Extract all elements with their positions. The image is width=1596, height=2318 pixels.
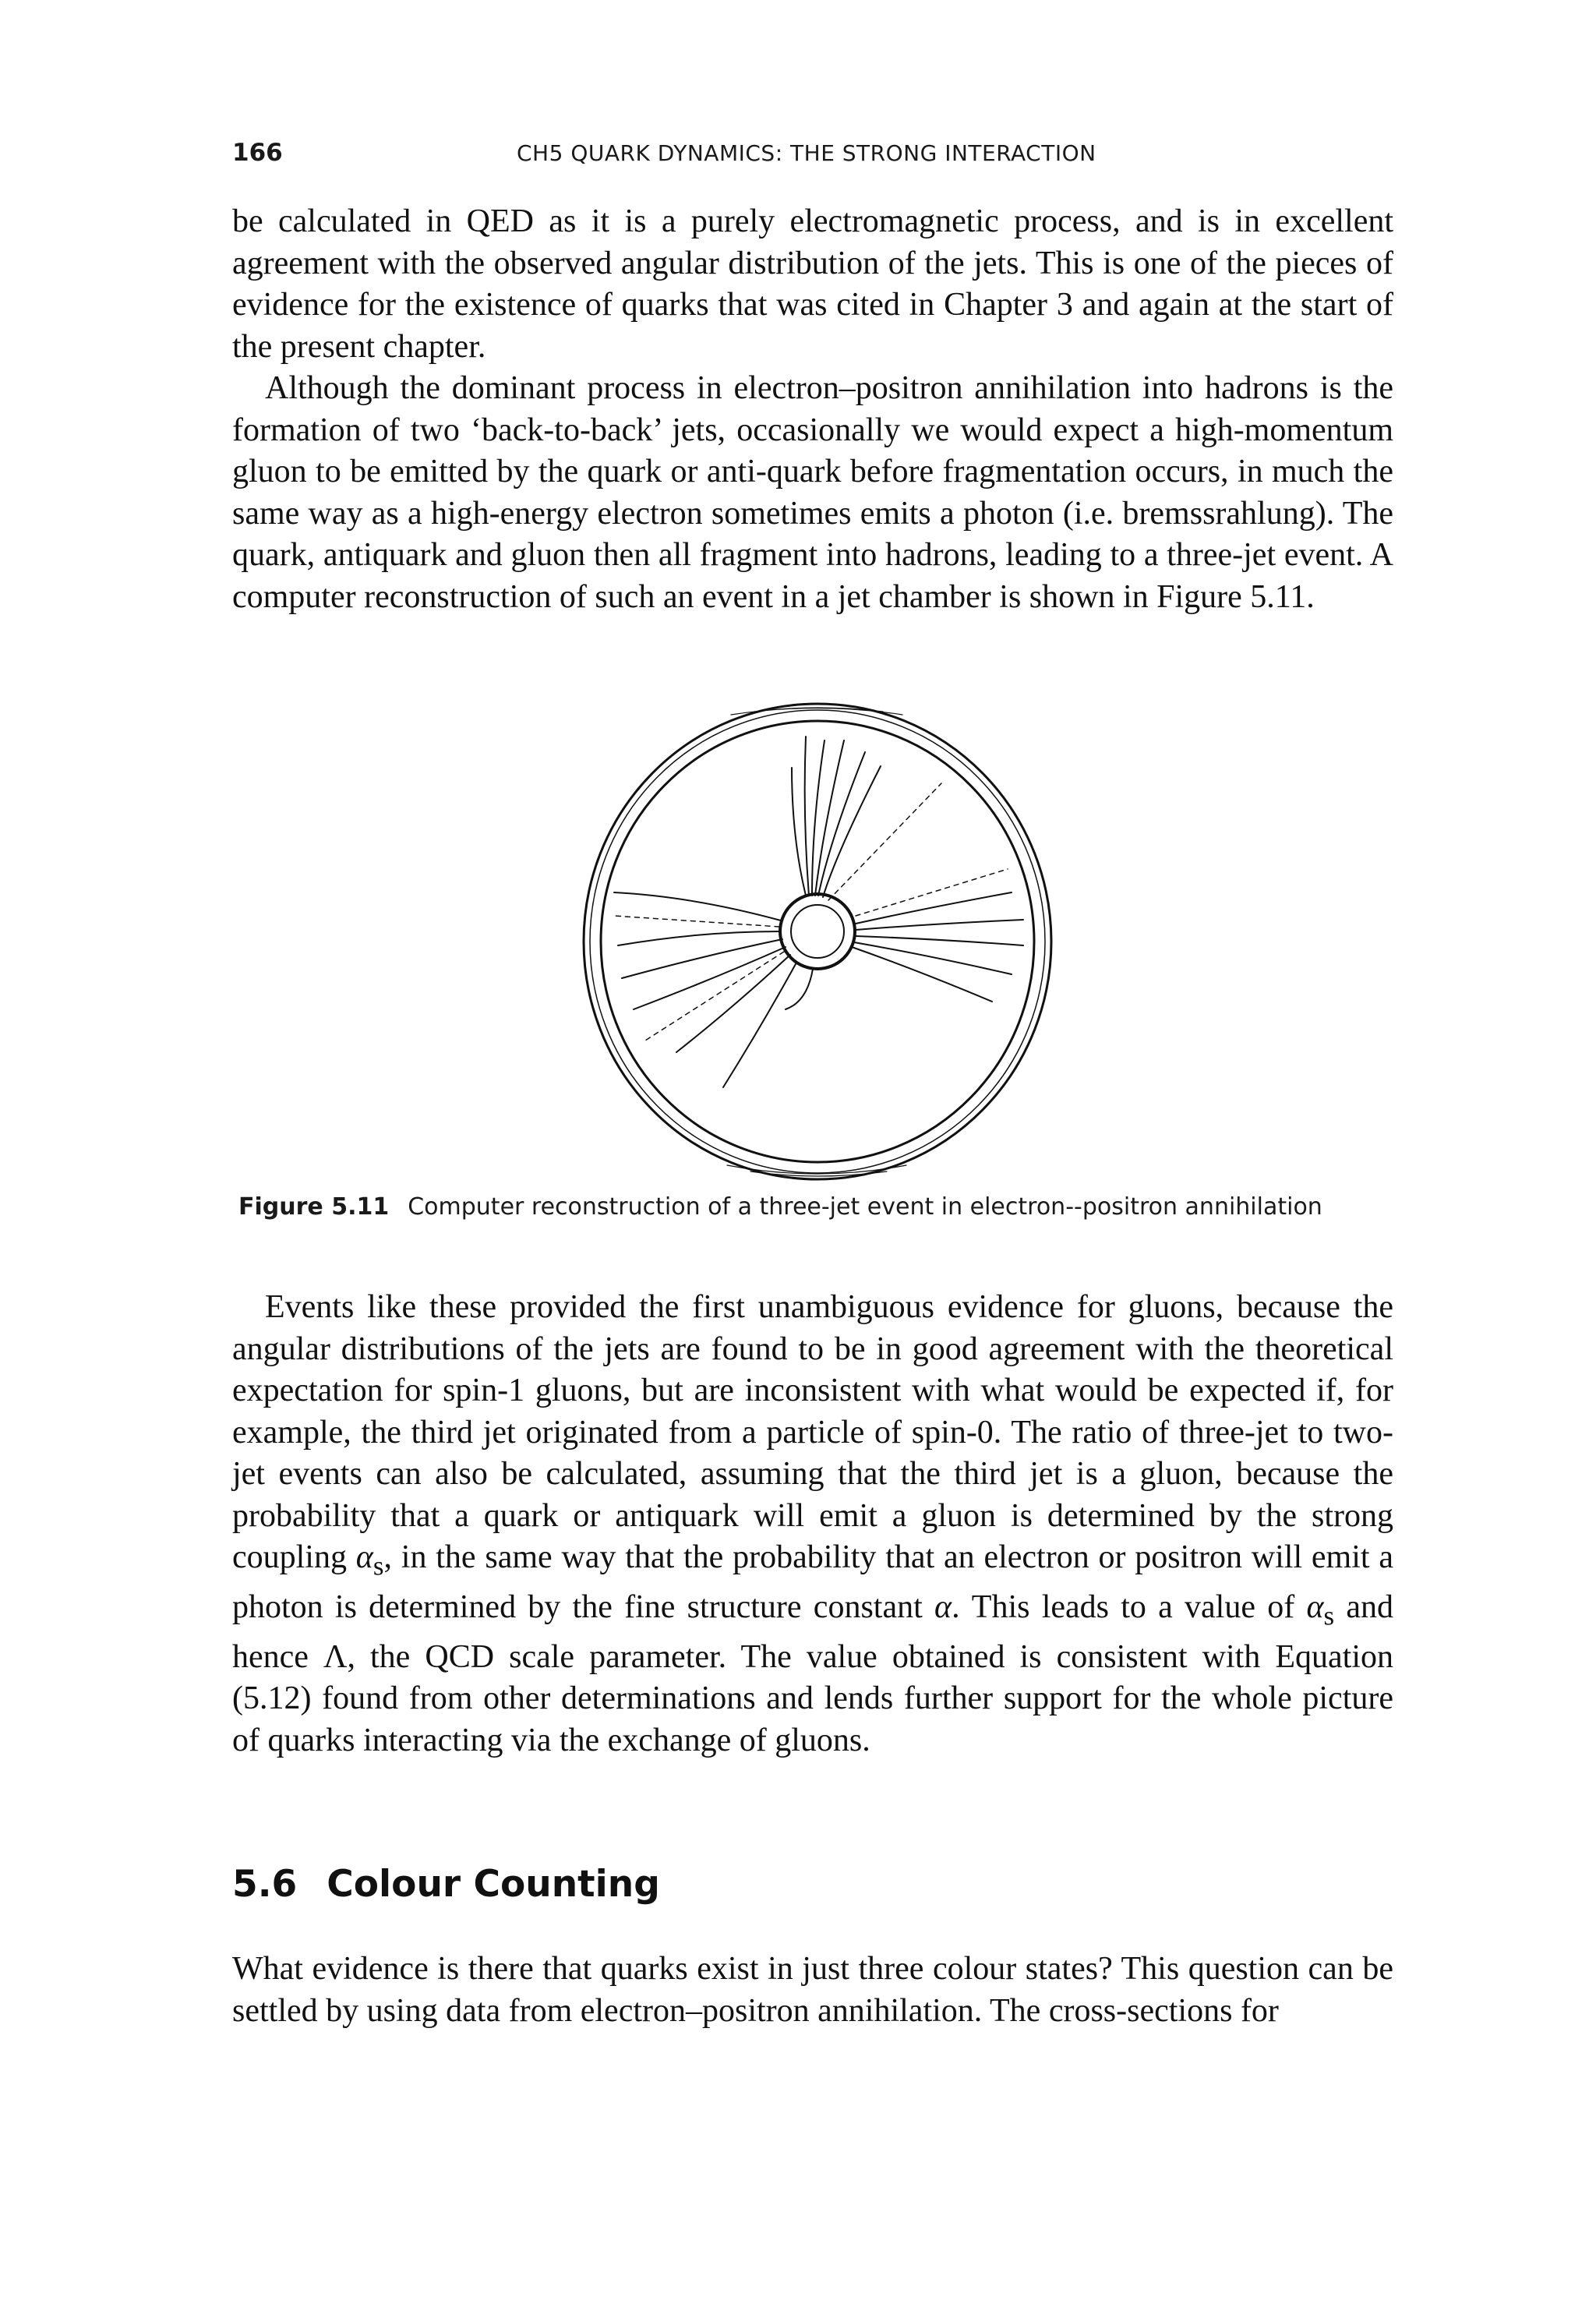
alpha-s-subscript: s [373,1550,384,1581]
alpha-s-symbol: α [355,1539,373,1575]
alpha-s-subscript: s [1323,1600,1335,1631]
ring-hatching-top [731,708,902,715]
jet3-track [618,931,781,945]
alpha-symbol: α [934,1588,952,1625]
jet3-dashed-track [614,916,779,927]
jet2-track [854,942,1012,974]
jet-3-tracks [614,892,796,1087]
section-heading [232,1863,660,1906]
alpha-s-symbol: α [1306,1588,1324,1625]
jet1-track [805,737,809,896]
jet2-track [856,936,1023,945]
text-block-top [232,201,1393,618]
figure-caption-text: Computer reconstruction of a three-jet event in electron--positron annihilation [408,1193,1322,1221]
figure-label: Figure 5.11 [238,1193,390,1221]
jet-1-tracks [792,737,881,897]
jet2-track [856,920,1023,930]
jet-chamber-reconstruction [575,698,1060,1185]
jet1-track [792,768,806,896]
running-head [232,134,1393,173]
chapter-title: CH5 QUARK DYNAMICS: THE STRONG INTERACTION [517,140,1096,166]
figure-jet-chamber [575,698,1060,1185]
chamber-outer-ring [584,704,1051,1179]
text-block-bottom [232,1949,1393,2032]
paragraph-gluon-evidence: Events like these provided the first unambiguous evidence for gluons, because the angular distributions of the jets are found to be in good agreement with the theoretical expectation for spin-1 gluons, but are inconsistent with what would be expected if, for example, the third jet originated from a particle of spin-0. The ratio of three-jet to two-jet events can also be calculated, assuming that the third jet is a gluon, because the probability that a quark or antiquark will emit a gluon is determined by the strong coupling $\alpha_s$, in the same way that the probability that an electron or positron will emit a photon is determined by the fine structure constant α. This leads to a value of $\alpha_s$ and hence Λ, the QCD scale parameter. The value obtained is consistent with Equation (5.12) found from other determinations and lends further support for the whole picture of quarks interacting via the exchange of gluons. [232,1289,1394,1758]
jet1-dashed-track [828,783,941,900]
figure-caption [238,1193,1392,1221]
beam-pipe-inner [791,905,844,958]
section-title: Colour Counting [327,1863,660,1906]
jet3-track [614,892,781,920]
jet2-track [856,892,1012,924]
section-number: 5.6 [232,1863,298,1906]
paragraph-colour-counting: What evidence is there that quarks exist in just three colour states? This question can be settled by using data from electron–positron annihilation. The cross-sections for [232,1951,1393,2029]
paragraph-three-jet: Although the dominant process in electron–positron annihilation into hadrons is the formation of two ‘back-to-back’ jets, occasionally we would expect a high-momentum gluon to be emitted by the quark or anti-quark before fragmentation occurs, in much the same way as a high-energy electron sometimes emits a photon (i.e. bremssrahlung). The quark, antiquark and gluon then all fragment into hadrons, leading to a three-jet event. A computer reconstruction of such an event in a jet chamber is shown in Figure 5.11. [232,370,1393,615]
text-block-middle [232,1287,1393,1761]
jet2-dashed-track [856,869,1008,916]
jet1-track [818,752,865,896]
page-number: 166 [232,139,283,167]
paragraph-continuation: be calculated in QED as it is a purely electromagnetic process, and is in excellent agreement with the observed angular distribution of the jets. This is one of the pieces of evidence for the existence of quarks that was cited in Chapter 3 and again at the start of the present chapter. [232,203,1393,365]
jet1-track [815,740,844,896]
